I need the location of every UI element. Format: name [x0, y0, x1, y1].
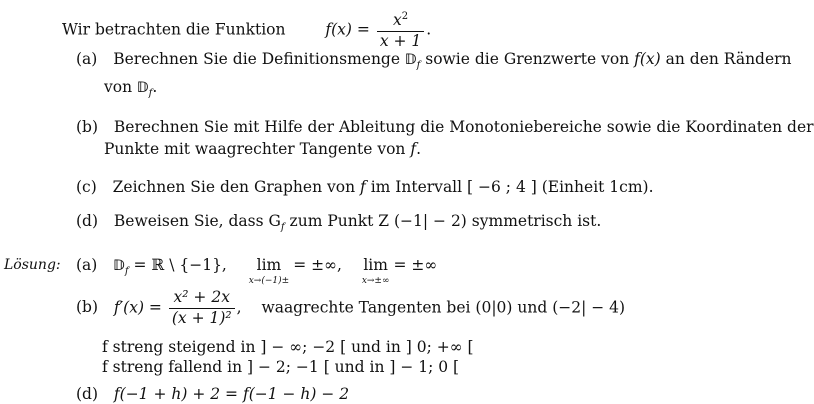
part-d-label: (d): [76, 212, 99, 230]
part-b-line2: Punkte mit waagrechter Tangente von f.: [104, 140, 422, 158]
part-c-interval: [ −6 ; 4 ]: [467, 178, 537, 196]
limit-1-value: = ±∞,: [293, 256, 342, 274]
derivative-comma: ,: [236, 298, 242, 317]
part-d-text1: Beweisen Sie, dass: [113, 212, 264, 230]
part-d-G: G: [268, 212, 281, 230]
function-numerator: x: [392, 11, 402, 30]
domain-subscript: f: [416, 60, 421, 72]
limit-2-value: = ±∞: [393, 256, 438, 274]
solution-domain-symbol: 𝔻: [113, 258, 125, 274]
part-c-line: [76, 180, 654, 196]
solution-b-line3: f streng fallend in ] − 2; −1 [ und in ] − 1; 0 [: [102, 358, 460, 376]
part-c-text2: im Intervall: [370, 178, 463, 196]
domain-subscript-2: f: [148, 88, 153, 100]
derivative-numerator: x² + 2x: [173, 288, 230, 306]
part-a-line1: [76, 52, 792, 71]
solution-b-line1: [76, 290, 625, 326]
limit-1: [249, 258, 289, 286]
solution-d-label: (d): [76, 385, 99, 403]
domain-symbol-2: 𝔻: [137, 80, 149, 96]
intro-line: [62, 12, 431, 49]
solution-b-label: (b): [76, 298, 99, 317]
limit-2-word: lim: [363, 256, 388, 274]
solution-heading: Lösung:: [4, 257, 61, 273]
derivative-fraction: [169, 290, 235, 326]
derivative-lhs: f′(x) =: [113, 298, 162, 317]
part-a-text2: sowie die Grenzwerte von: [425, 50, 630, 68]
solution-a-domain: = ℝ \ {−1},: [133, 256, 227, 274]
part-b-text1: Berechnen Sie mit Hilfe der Ableitung die Monotoniebereiche sowie die Koordinaten der: [113, 118, 814, 136]
solution-d-equation: f(−1 + h) + 2 = f(−1 − h) − 2: [113, 385, 350, 403]
part-c-text3: (Einheit 1cm).: [541, 178, 654, 196]
solution-domain-subscript: f: [124, 266, 129, 278]
part-c-label: (c): [76, 178, 97, 196]
limit-2-subscript: x→±∞: [361, 275, 390, 286]
function-numerator-exponent: 2: [401, 11, 409, 22]
limit-1-word: lim: [256, 256, 282, 274]
part-d-text3: symmetrisch ist.: [471, 212, 602, 230]
part-a-text1: Berechnen Sie die Definitionsmenge: [113, 50, 401, 68]
part-d-G-sub: f: [280, 222, 285, 234]
solution-d-line: [76, 387, 349, 403]
part-c-text1: Zeichnen Sie den Graphen von: [112, 178, 356, 196]
part-b-f: f: [410, 140, 417, 158]
function-fraction: [377, 12, 424, 49]
function-denominator: x + 1: [377, 31, 424, 50]
part-b-label: (b): [76, 118, 99, 136]
part-a-label: (a): [76, 50, 98, 68]
function-lhs: f(x) =: [325, 20, 370, 39]
part-a-fx: f(x): [634, 50, 661, 68]
solution-a-label: (a): [76, 256, 98, 274]
part-c-f: f: [360, 178, 366, 196]
intro-text: Wir betrachten die Funktion: [62, 20, 286, 39]
limit-2: [362, 258, 390, 286]
function-period: .: [426, 20, 432, 39]
domain-symbol: 𝔻: [404, 52, 417, 68]
limit-1-subscript: x→(−1)±: [248, 275, 290, 286]
part-b-text2: Punkte mit waagrechter Tangente von: [104, 140, 406, 158]
solution-a-line: [76, 258, 437, 286]
tangents-text: waagrechte Tangenten bei (0|0) und (−2| − 4): [261, 298, 626, 317]
derivative-denominator: (x + 1)²: [169, 308, 235, 327]
part-a-line2: von 𝔻$_f$.: [104, 78, 158, 100]
part-d-line: [76, 214, 601, 233]
part-a-text4: von: [104, 78, 133, 96]
part-d-text2: zum Punkt: [289, 212, 374, 230]
part-a-text3: an den Rändern: [665, 50, 792, 68]
part-b-line1: [76, 120, 814, 136]
solution-b-line2: f streng steigend in ] − ∞; −2 [ und in ] 0; +∞ [: [102, 338, 474, 356]
part-d-point: Z (−1| − 2): [378, 212, 467, 230]
